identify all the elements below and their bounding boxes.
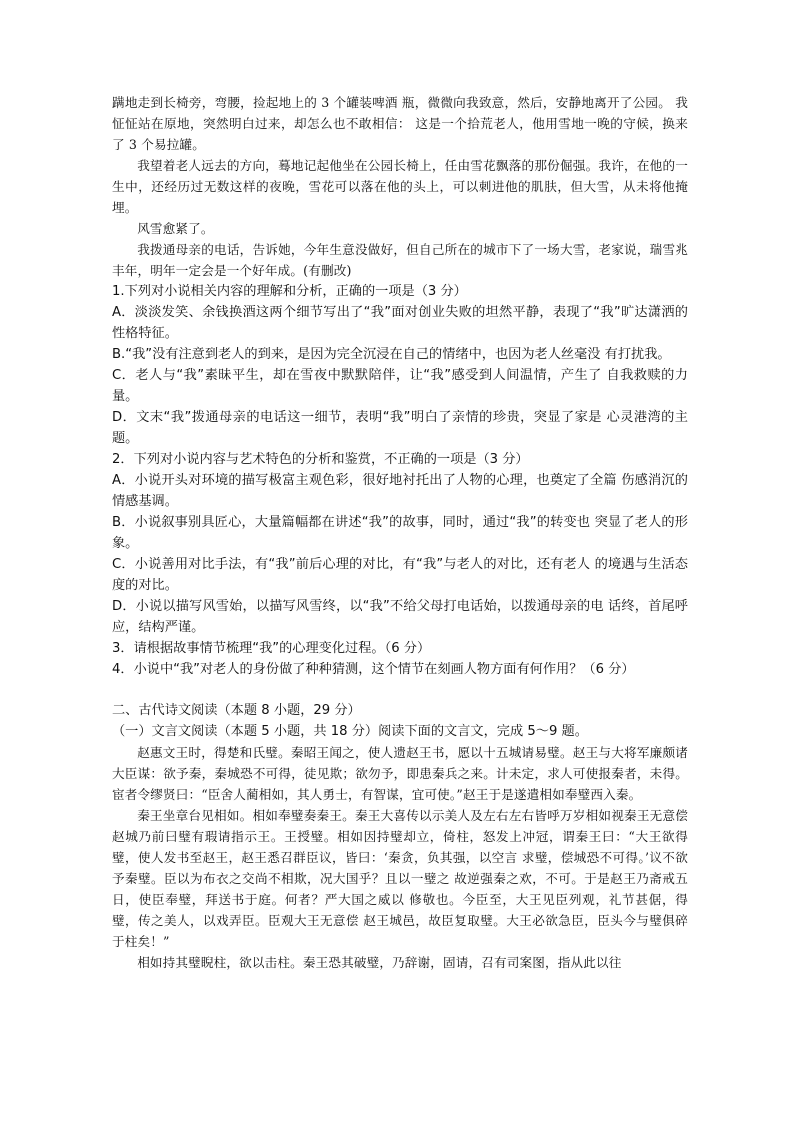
question-2-option-d: D．小说以描写风雪始，以描写风雪终，以“我”不给父母打电话始，以拨通母亲的电 话终，首尾呼应，结构严谨。 bbox=[112, 599, 688, 635]
section-gap bbox=[112, 680, 688, 700]
question-1-option-a: A．淡淡发笑、余钱换酒这两个细节写出了“我”面对创业失败的坦然平静，表现了“我”旷达潇洒的性格特征。 bbox=[112, 305, 688, 341]
page-content bbox=[112, 92, 688, 973]
question-1-option-c: C．老人与“我”素昧平生，却在雪夜中默默陪伴，让“我”感受到人间温情，产生了 自我救赎的力量。 bbox=[112, 368, 688, 404]
question-1-option-b: B.“我”没有注意到老人的到来，是因为完全沉浸在自己的情绪中，也因为老人丝毫没 有打扰我。 bbox=[112, 347, 671, 362]
question-2: 2．下列对小说内容与艺术特色的分析和鉴赏，不正确的一项是（3 分） bbox=[112, 452, 529, 467]
story-paragraph-2: 我望着老人远去的方向，蓦地记起他坐在公园长椅上，任由雪花飘落的那份倔强。我许，在他的一生中，还经历过无数这样的夜晚，雪花可以落在他的头上，可以刺进他的肌肤，但大雪，从未将他掩埋。 bbox=[112, 158, 688, 215]
classical-paragraph-1: 赵惠文王时，得楚和氏璧。秦昭王闻之，使人遗赵王书，愿以十五城请易璧。赵王与大将军廉颇诸大臣谋：欲予秦，秦城恐不可得，徒见欺；欲勿予，即患秦兵之来。计未定，求人可使报秦者，未得。宦者令缪贤曰：“臣舍人蔺相如，其人勇士，有智谋，宜可使。”赵王于是遂遣相如奉璧西入秦。 bbox=[112, 745, 688, 802]
question-2-option-a: A．小说开头对环境的描写极富主观色彩，很好地衬托出了人物的心理，也奠定了全篇 伤感消沉的情感基调。 bbox=[112, 473, 688, 509]
question-2-option-c: C．小说善用对比手法，有“我”前后心理的对比，有“我”与老人的对比，还有老人 的境遇与生活态度的对比。 bbox=[112, 557, 688, 593]
section-2-subheading: （一）文言文阅读（本题 5 小题，共 18 分）阅读下面的文言文，完成 5～9 题。 bbox=[112, 724, 588, 739]
classical-paragraph-2: 秦王坐章台见相如。相如奉璧奏秦王。秦王大喜传以示美人及左右左右皆呼万岁相如视秦王无意偿赵城乃前曰璧有瑕请指示王。王授璧。相如因持璧却立，倚柱，怒发上冲冠，谓秦王曰：“大王欲得璧，使人发书至赵王，赵王悉召群臣议，皆曰：‘秦贪，负其强，以空言 求璧，偿城恐不可得。’议不欲予秦璧。臣以为布衣之交尚不相欺，况大国乎？且以一璧之 故逆强秦之欢，不可。于是赵王乃斋戒五日，使臣奉璧，拜送书于庭。何者？严大国之威以 修敬也。今臣至，大王见臣列观，礼节甚倨，得璧，传之美人，以戏弄臣。臣观大王无意偿 赵王城邑，故臣复取璧。大王必欲急臣，臣头今与璧俱碎于柱矣！” bbox=[112, 808, 688, 949]
story-paragraph-1: 蹒地走到长椅旁，弯腰，捡起地上的 3 个罐装啤酒 瓶，微微向我致意，然后，安静地离开了公园。 我怔怔站在原地，突然明白过来，却怎么也不敢相信： 这是一个拾荒老人，他用雪地一晚的守候，换来了 3 个易拉罐。 bbox=[112, 95, 688, 152]
question-3: 3．请根据故事情节梳理“我”的心理变化过程。（6 分） bbox=[112, 641, 431, 656]
section-2-heading: 二、古代诗文阅读（本题 8 小题，29 分） bbox=[112, 703, 361, 718]
question-1-option-d: D．文末“我”拨通母亲的电话这一细节，表明“我”明白了亲情的珍贵，突显了家是 心灵港湾的主题。 bbox=[112, 410, 688, 446]
question-1: 1.下列对小说相关内容的理解和分析，正确的一项是（3 分） bbox=[112, 284, 467, 299]
classical-paragraph-3: 相如持其璧睨柱，欲以击柱。秦王恐其破璧，乃辞谢，固请，召有司案图，指从此以往 bbox=[137, 955, 622, 970]
story-paragraph-4: 我拨通母亲的电话，告诉她，今年生意没做好，但自己所在的城市下了一场大雪，老家说，瑞雪兆丰年，明年一定会是一个好年成。(有删改) bbox=[112, 242, 688, 278]
question-4: 4．小说中“我”对老人的身份做了种种猜测，这个情节在刻画人物方面有何作用？（6 分） bbox=[112, 662, 635, 677]
story-paragraph-3: 风雪愈紧了。 bbox=[137, 221, 214, 236]
question-2-option-b: B．小说叙事别具匠心，大量篇幅都在讲述“我”的故事，同时，通过“我”的转变也 突显了老人的形象。 bbox=[112, 515, 688, 551]
